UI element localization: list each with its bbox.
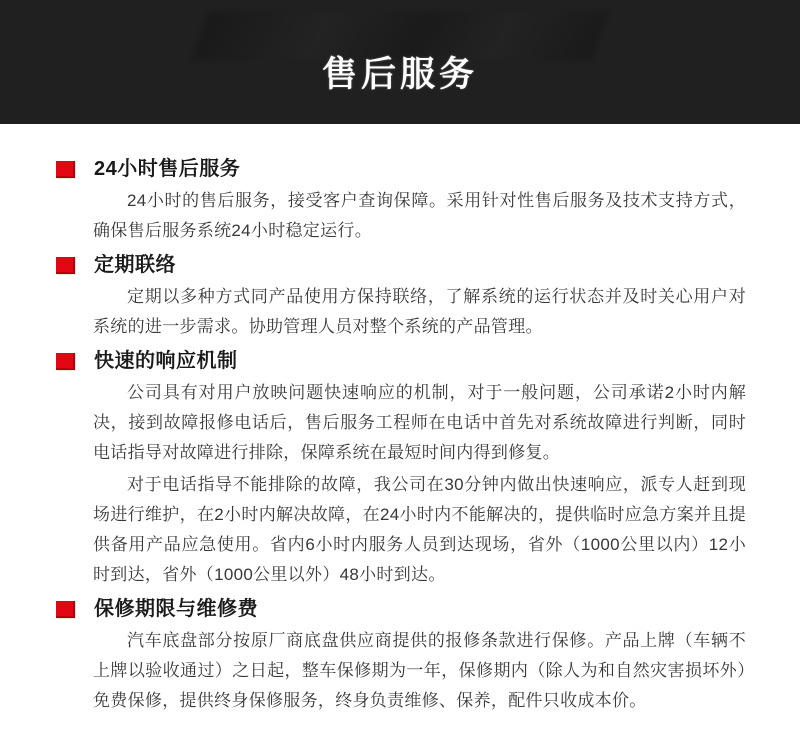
section-heading-row-rapid-response — [56, 350, 746, 372]
section-paragraph: 汽车底盘部分按原厂商底盘供应商提供的报修条款进行保修。产品上牌（车辆不上牌以验收通过）之日起，整车保修期为一年，保修期内（除人为和自然灾害损坏外）免费保修，提供终身保修服务，终身负责维修、保养，配件只收成本价。 — [93, 631, 746, 710]
section-heading: 24小时售后服务 — [94, 158, 241, 180]
header-banner — [0, 0, 800, 124]
section-heading-row-regular-contact — [56, 254, 746, 276]
section-heading: 定期联络 — [94, 254, 176, 276]
section-paragraph: 定期以多种方式同产品使用方保持联络，了解系统的运行状态并及时关心用户对系统的进一步需求。协助管理人员对整个系统的产品管理。 — [93, 287, 746, 336]
red-square-bullet-icon — [56, 601, 75, 618]
section-heading: 快速的响应机制 — [94, 350, 238, 372]
page-title: 售后服务 — [321, 55, 478, 94]
section-paragraph: 对于电话指导不能排除的故障，我公司在30分钟内做出快速响应，派专人赶到现场进行维护，在2小时内解决故障，在24小时内不能解决的，提供临时应急方案并且提供备用产品应急使用。省内6小时内服务人员到达现场，省外（1000公里以内）12小时到达，省外（1000公里以外）48小时到达。 — [93, 475, 746, 584]
section-heading-row-24h-service — [56, 158, 746, 180]
service-sections — [0, 124, 800, 716]
section-paragraph: 公司具有对用户放映问题快速响应的机制，对于一般问题，公司承诺2小时内解决，接到故障报修电话后，售后服务工程师在电话中首先对系统故障进行判断，同时电话指导对故障进行排除，保障系统在最短时间内得到修复。 — [93, 383, 746, 462]
section-heading-row-warranty — [56, 598, 746, 620]
red-square-bullet-icon — [56, 161, 75, 178]
red-square-bullet-icon — [56, 257, 75, 274]
section-paragraph: 24小时的售后服务，接受客户查询保障。采用针对性售后服务及技术支持方式，确保售后服务系统24小时稳定运行。 — [93, 191, 746, 240]
section-heading: 保修期限与维修费 — [94, 598, 258, 620]
red-square-bullet-icon — [56, 353, 75, 370]
